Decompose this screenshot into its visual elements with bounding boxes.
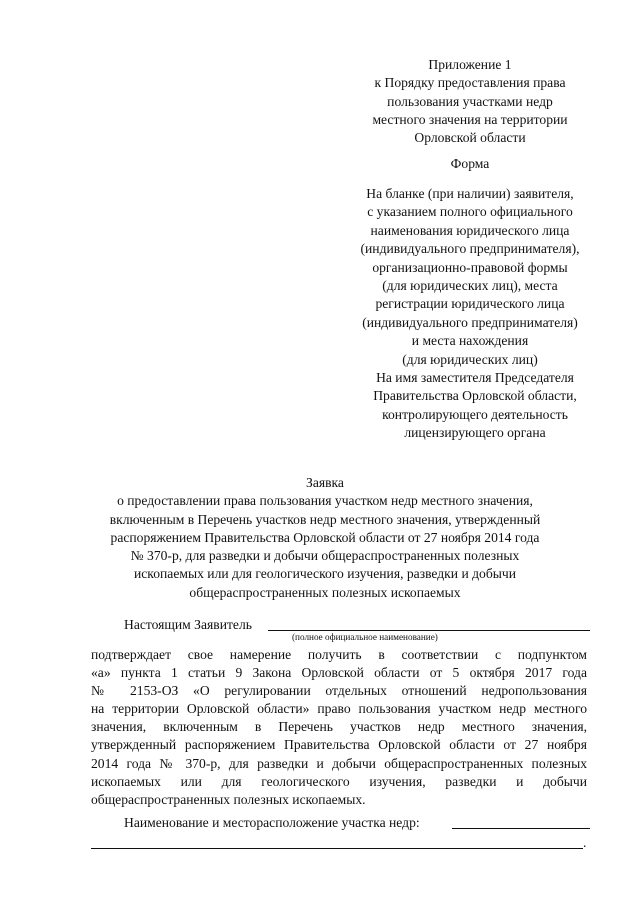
application-subtitle-line: № 370-р, для разведки и добычи общераспространенных полезных — [130, 548, 520, 564]
appendix-line: пользования участками недр — [387, 93, 553, 109]
body-line: № 2153-ОЗ «О регулировании отдельных отношений недропользования — [91, 683, 587, 699]
body-line: 2014 года № 370-р, для разведки и добычи общераспространенных полезных — [91, 755, 587, 771]
letterhead-line: с указанием полного официального — [367, 204, 573, 220]
body-line: подтверждает свое намерение получить в соответствии с подпунктом — [91, 647, 587, 662]
appendix-line: Орловской области — [414, 130, 526, 146]
applicant-name-field[interactable] — [268, 630, 590, 631]
letterhead-line: (индивидуального предпринимателя) — [362, 314, 578, 330]
application-subtitle-line: включенным в Перечень участков недр местного значения, утвержденный — [109, 511, 541, 527]
applicant-label: Настоящим Заявитель — [124, 617, 252, 632]
letterhead-line: и места нахождения — [411, 333, 529, 349]
letterhead-line: На бланке (при наличии) заявителя, — [366, 186, 574, 201]
appendix-line: местного значения на территории — [372, 111, 568, 127]
letterhead-line: наименования юридического лица — [370, 222, 570, 238]
application-title — [85, 474, 565, 602]
body-line: ископаемых или для геологического изучения, разведки и добычи — [91, 773, 587, 789]
body-line: на территории Орловской области» право пользования участком недр местного — [91, 701, 587, 717]
application-heading: Заявка — [306, 475, 344, 490]
addressee-line: контролирующего деятельность — [382, 406, 568, 422]
applicant-caption: (полное официальное наименование) — [292, 632, 438, 642]
body-line: утвержденный распоряжением Правительства Орловской области от 27 ноября — [91, 737, 587, 753]
letterhead-line: (для юридических лиц) — [402, 351, 538, 367]
body-paragraph — [91, 646, 587, 809]
form-label — [355, 155, 585, 173]
application-subtitle-line: о предоставлении права пользования участком недр местного значения, — [117, 493, 533, 509]
body-line: «а» пункта 1 статьи 9 Закона Орловской области от 5 октября 2017 года — [91, 665, 587, 681]
addressee-block — [355, 369, 595, 442]
application-subtitle-line: ископаемых или для геологического изучения, разведки и добычи — [134, 566, 516, 582]
site-end-dot: . — [583, 835, 587, 850]
form-label-text: Форма — [450, 156, 490, 171]
appendix-header — [355, 56, 585, 147]
addressee-line: Правительства Орловской области, — [373, 388, 577, 404]
application-subtitle-line: распоряжением Правительства Орловской области от 27 ноября 2014 года — [110, 529, 540, 545]
body-line: значения, включенным в Перечень участков недр местного значения, — [91, 719, 587, 735]
application-subtitle-line: общераспространенных полезных ископаемых — [189, 584, 461, 600]
addressee-line: лицензирующего органа — [404, 424, 546, 440]
letterhead-line: (индивидуального предпринимателя), — [360, 241, 580, 257]
site-name-field[interactable] — [452, 828, 590, 829]
site-label: Наименование и месторасположение участка недр: — [124, 815, 420, 830]
addressee-line: На имя заместителя Председателя — [376, 370, 574, 385]
site-location-field[interactable] — [91, 848, 583, 849]
letterhead-line: регистрации юридического лица — [375, 296, 565, 312]
letterhead-note — [335, 185, 605, 369]
letterhead-line: (для юридических лиц), места — [382, 278, 558, 294]
appendix-line: к Порядку предоставления права — [374, 75, 566, 91]
body-line: общераспространенных полезных ископаемых. — [91, 791, 366, 807]
letterhead-line: организационно-правовой формы — [372, 259, 568, 275]
appendix-line: Приложение 1 — [428, 57, 512, 72]
